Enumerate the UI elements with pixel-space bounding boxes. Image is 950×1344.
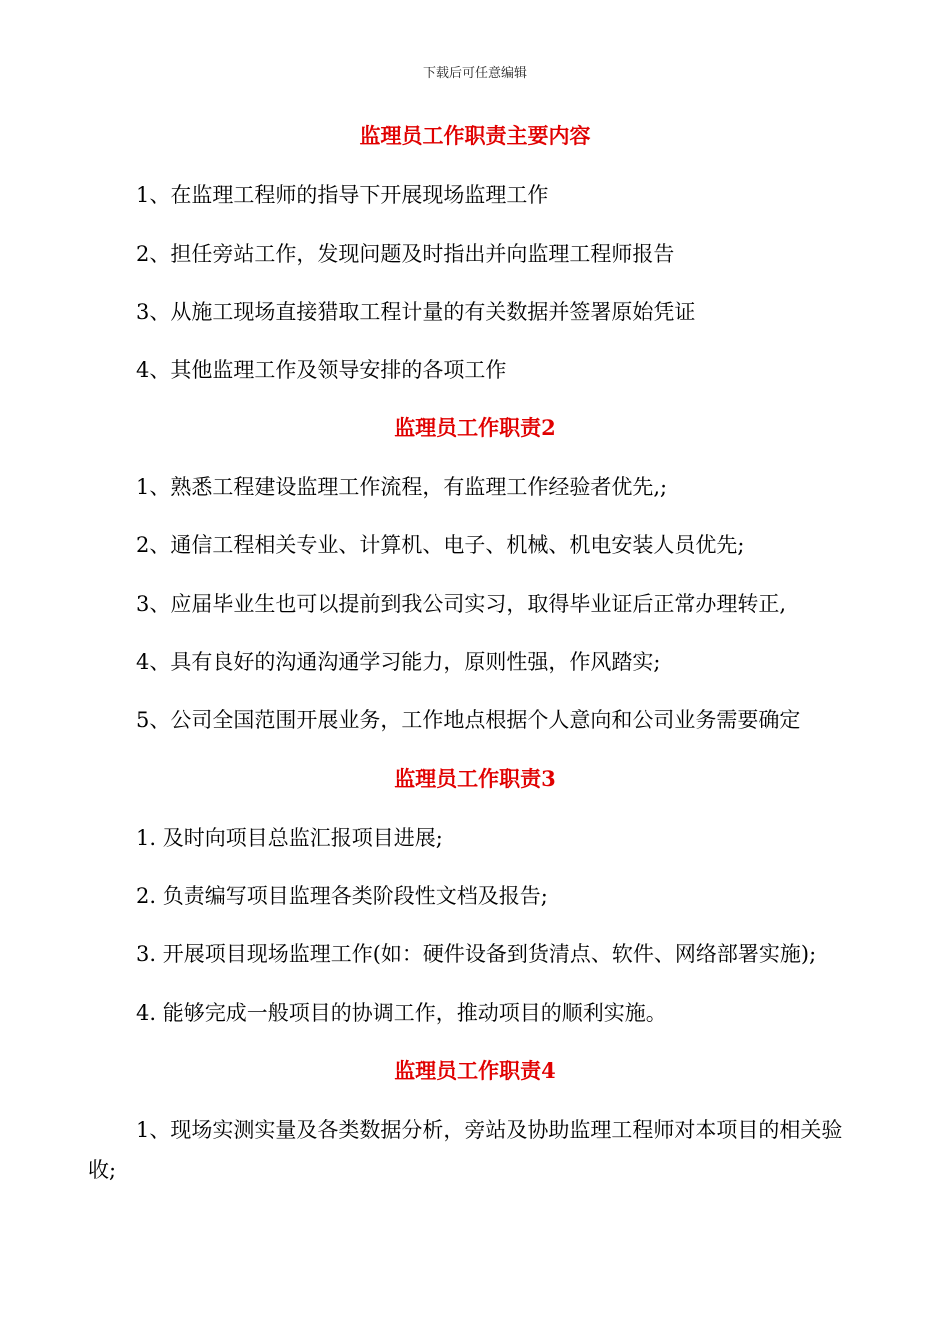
list-item: 4. 能够完成一般项目的协调工作，推动项目的顺利实施。 xyxy=(136,1001,667,1025)
section-title: 监理员工作职责2 xyxy=(394,415,556,440)
list-item: 1、现场实测实量及各类数据分析，旁站及协助监理工程师对本项目的相关验收; xyxy=(88,1118,843,1182)
section-title: 监理员工作职责3 xyxy=(394,766,556,791)
list-item: 4、其他监理工作及领导安排的各项工作 xyxy=(136,358,507,382)
list-item: 3. 开展项目现场监理工作(如：硬件设备到货清点、软件、网络部署实施); xyxy=(136,942,817,966)
list-item: 2、通信工程相关专业、计算机、电子、机械、机电安装人员优先; xyxy=(136,533,745,557)
section-title: 监理员工作职责4 xyxy=(394,1058,556,1083)
list-item: 1、在监理工程师的指导下开展现场监理工作 xyxy=(136,183,549,207)
list-item: 5、公司全国范围开展业务，工作地点根据个人意向和公司业务需要确定 xyxy=(136,708,801,732)
section-title: 监理员工作职责主要内容 xyxy=(359,123,591,148)
header-note: 下载后可任意编辑 xyxy=(422,66,527,81)
list-item: 2. 负责编写项目监理各类阶段性文档及报告; xyxy=(136,884,548,908)
list-item: 4、具有良好的沟通沟通学习能力，原则性强，作风踏实; xyxy=(136,650,661,674)
list-item: 1、熟悉工程建设监理工作流程，有监理工作经验者优先,; xyxy=(136,475,668,499)
list-item: 2、担任旁站工作，发现问题及时指出并向监理工程师报告 xyxy=(136,242,675,266)
list-item: 3、从施工现场直接猎取工程计量的有关数据并签署原始凭证 xyxy=(136,300,696,324)
list-item: 3、应届毕业生也可以提前到我公司实习，取得毕业证后正常办理转正, xyxy=(136,592,787,616)
list-item: 1. 及时向项目总监汇报项目进展; xyxy=(136,826,443,850)
